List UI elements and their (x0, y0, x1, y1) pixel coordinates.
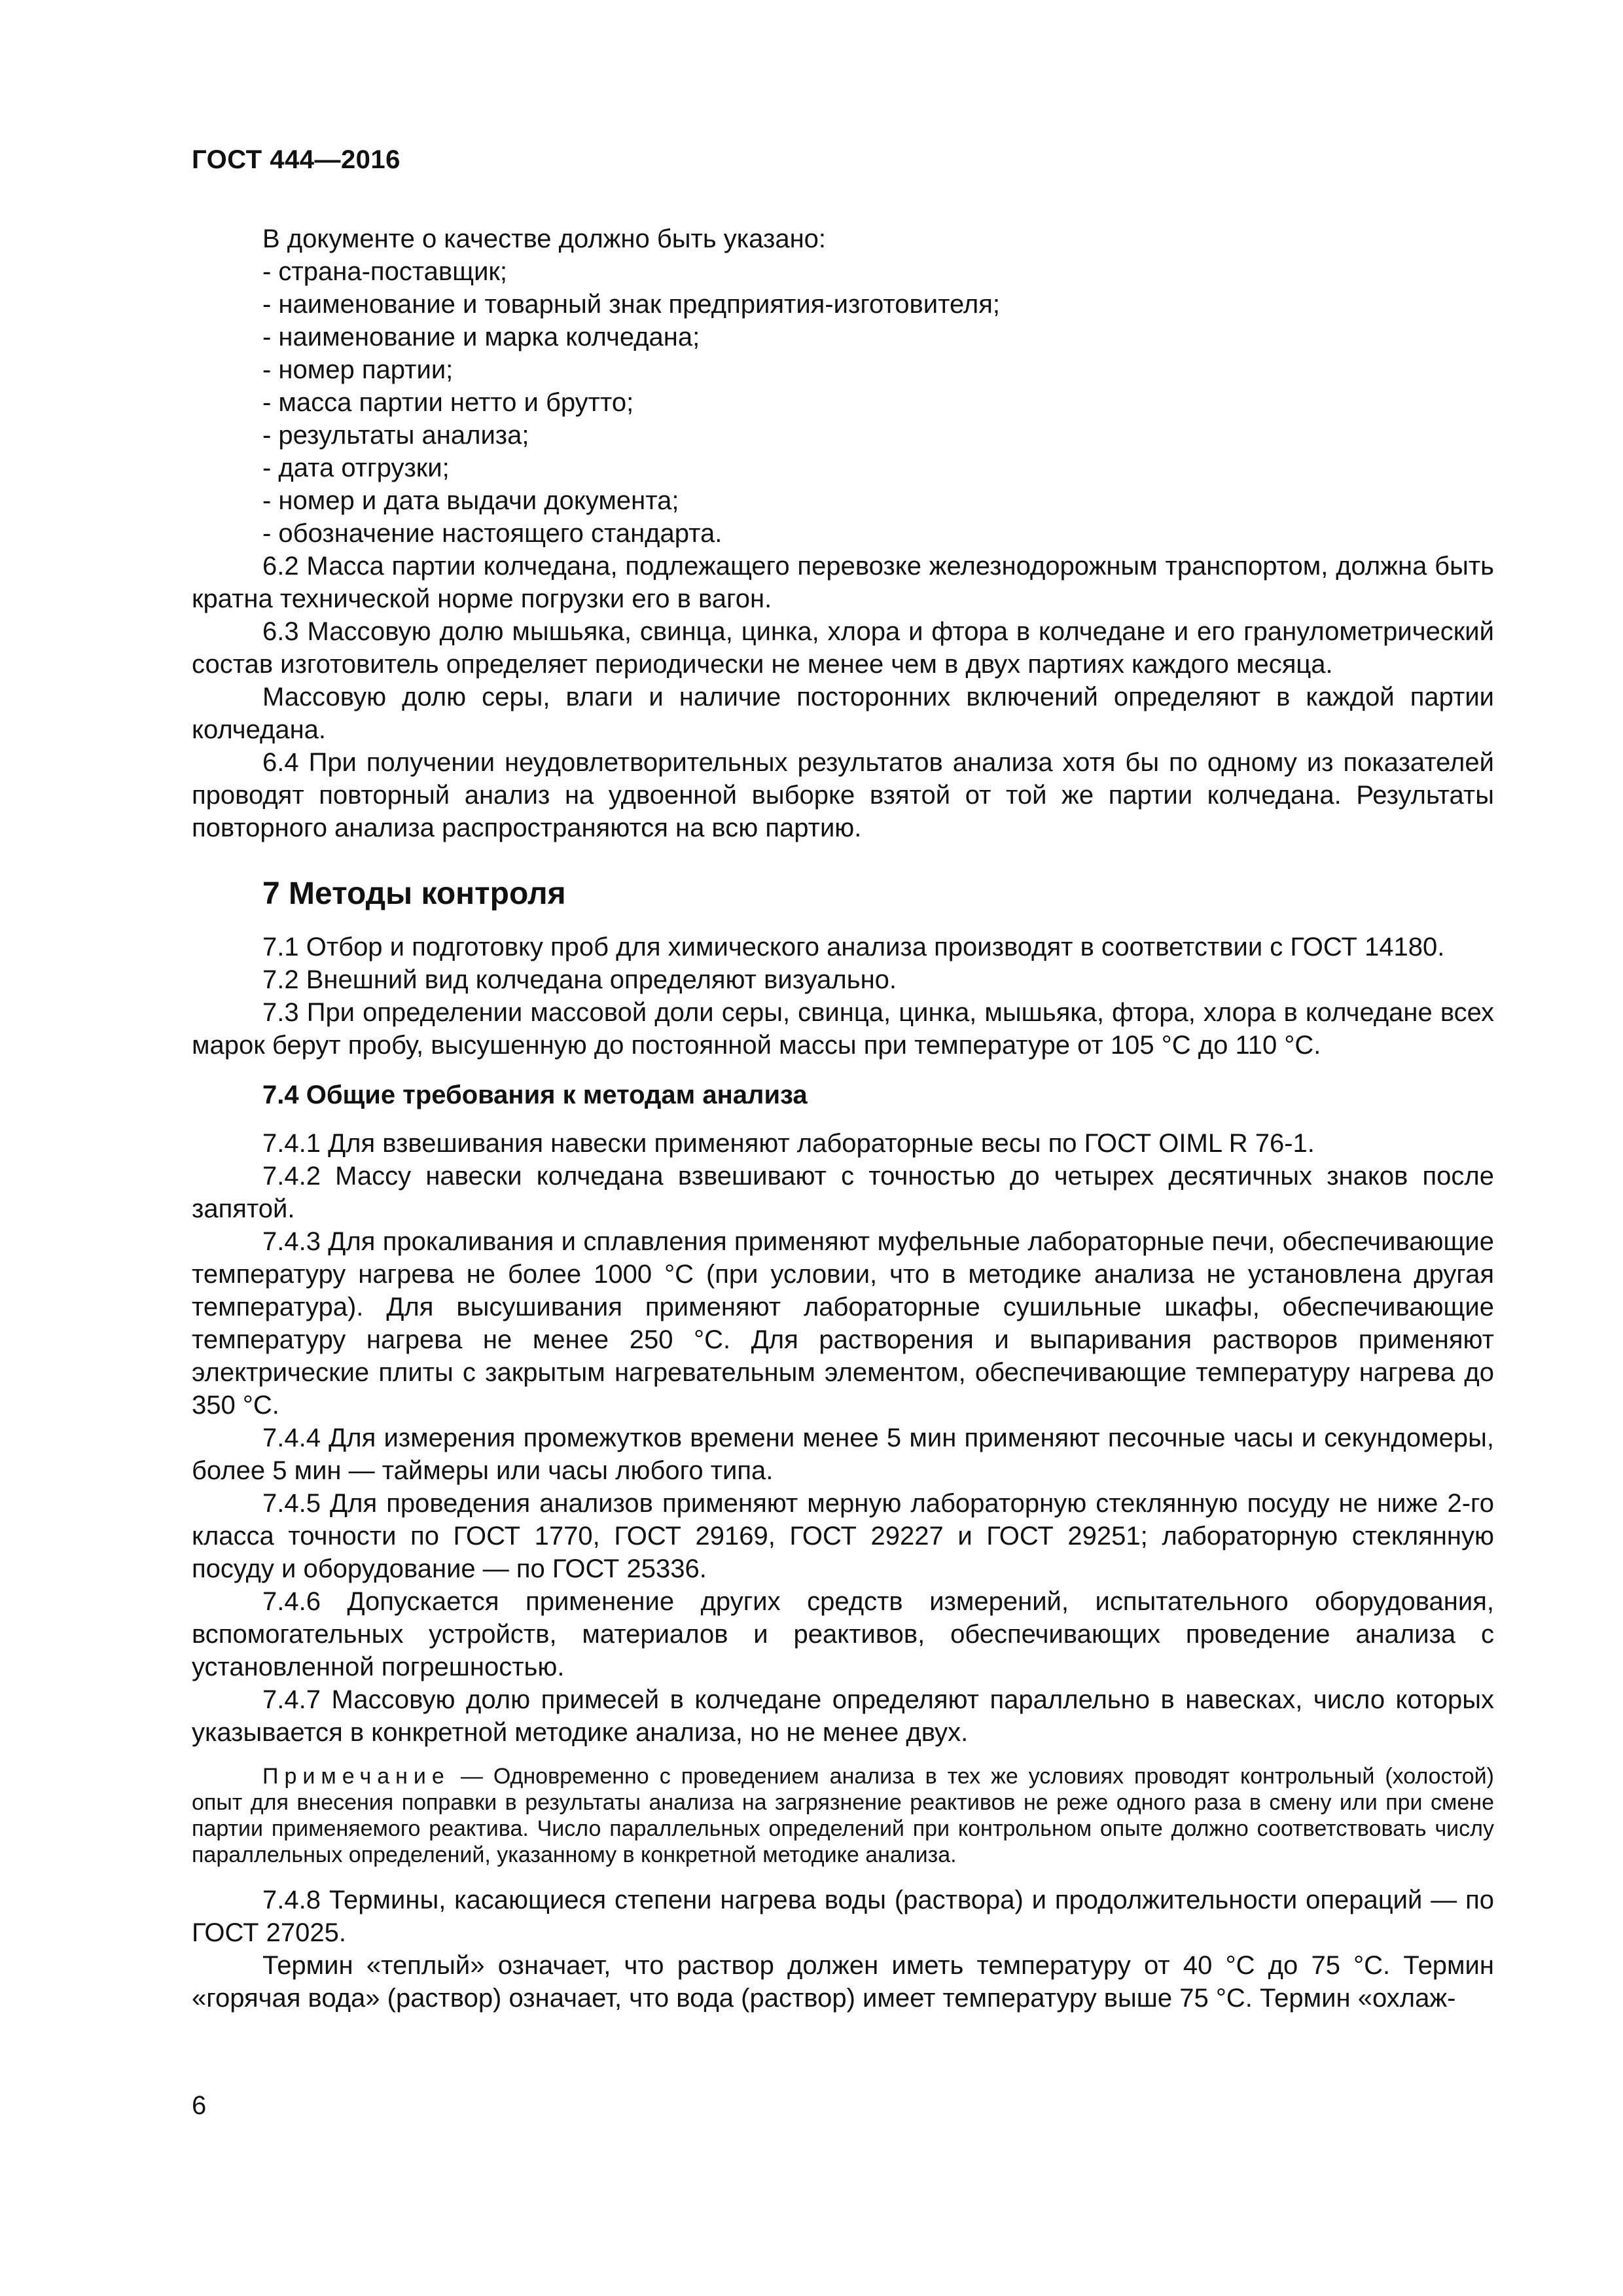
list-item: - дата отгрузки; (262, 454, 450, 482)
paragraph-6-2: 6.2 Масса партии колчедана, подлежащего перевозке железнодорожным транспортом, должна быть кратна технической норме погрузки его в вагон. (192, 552, 1494, 613)
paragraph-6-3-cont: Массовую долю серы, влаги и наличие посторонних включений определяют в каждой партии колчедана. (192, 683, 1494, 744)
list-item: - страна-поставщик; (262, 257, 508, 286)
note-label: Примечание (262, 1764, 450, 1789)
list-item: - масса партии нетто и брутто; (262, 388, 634, 417)
paragraph-6-4: 6.4 При получении неудовлетворительных результатов анализа хотя бы по одному из показателей проводят повторный анализ на удвоенной выборке взятой от той же партии колчедана. Результаты повторного анализа распространяются на всю партию. (192, 748, 1494, 842)
note-block (192, 1763, 1494, 1868)
list-item: - номер партии; (262, 355, 454, 384)
paragraph-7-4-6: 7.4.6 Допускается применение других средств измерений, испытательного оборудования, вспомогательных устройств, материалов и реактивов, обеспечивающих проведение анализа с установленной погрешностью. (192, 1587, 1494, 1681)
list-item: - наименование и товарный знак предприятия-изготовителя; (262, 290, 1001, 319)
paragraph-7-4-5: 7.4.5 Для проведения анализов применяют мерную лабораторную стеклянную посуду не ниже 2-го класса точности по ГОСТ 1770, ГОСТ 29169, ГОСТ 29227 и ГОСТ 29251; лабораторную стеклянную посуду и оборудование — по ГОСТ 25336. (192, 1489, 1494, 1583)
page-body (192, 223, 1494, 2015)
paragraph-7-4-4: 7.4.4 Для измерения промежутков времени менее 5 мин применяют песочные часы и секундомеры, более 5 мин — таймеры или часы любого типа. (192, 1424, 1494, 1485)
paragraph-7-4-8-cont: Термин «теплый» означает, что раствор должен иметь температуру от 40 °С до 75 °С. Термин «горячая вода» (раствор) означает, что вода (раствор) имеет температуру выше 75 °С. Термин «охлаж- (192, 1951, 1494, 2013)
paragraph-7-4-7: 7.4.7 Массовую долю примесей в колчедане определяют параллельно в навесках, число которых указывается в конкретной методике анализа, но не менее двух. (192, 1685, 1494, 1747)
paragraph-6-3: 6.3 Массовую долю мышьяка, свинца, цинка, хлора и фтора в колчедане и его гранулометрический состав изготовитель определяет периодически не менее чем в двух партиях каждого месяца. (192, 617, 1494, 679)
paragraph-7-2: 7.2 Внешний вид колчедана определяют визуально. (262, 965, 897, 994)
paragraph-7-4-1: 7.4.1 Для взвешивания навески применяют лабораторные весы по ГОСТ OIML R 76-1. (262, 1129, 1315, 1158)
list-item: - наименование и марка колчедана; (262, 323, 700, 351)
paragraph-7-1: 7.1 Отбор и подготовку проб для химического анализа производят в соответствии с ГОСТ 14180. (262, 933, 1445, 961)
document-code-header: ГОСТ 444—2016 (192, 145, 401, 174)
paragraph-7-4-3: 7.4.3 Для прокаливания и сплавления применяют муфельные лабораторные печи, обеспечивающие температуру нагрева не более 1000 °С (при условии, что в методике анализа не установлена другая температура). Для высушивания применяют лабораторные сушильные шкафы, обеспечивающие температуру нагрева не менее 250 °С. Для растворения и выпаривания растворов применяют электрические плиты с закрытым нагревательным элементом, обеспечивающие температуру нагрева до 350 °С. (192, 1227, 1494, 1420)
paragraph-7-3: 7.3 При определении массовой доли серы, свинца, цинка, мышьяка, фтора, хлора в колчедане всех марок берут пробу, высушенную до постоянной массы при температуре от 105 °С до 110 °С. (192, 998, 1494, 1060)
section-7-title: 7 Методы контроля (262, 876, 566, 911)
subsection-7-4-title: 7.4 Общие требования к методам анализа (262, 1081, 808, 1109)
paragraph-7-4-8: 7.4.8 Термины, касающиеся степени нагрева воды (раствора) и продолжительности операций — по ГОСТ 27025. (192, 1886, 1494, 1947)
note-text: — Одновременно с проведением анализа в тех же условиях проводят контрольный (холостой) опыт для внесения поправки в результаты анализа на загрязнение реактивов не реже одного раза в смену или при смене партии применяемого реактива. Число параллельных определений при контрольном опыте должно соответствовать числу параллельных определений, указанному в конкретной методике анализа. (192, 1764, 1494, 1867)
list-item: - обозначение настоящего стандарта. (262, 519, 722, 548)
list-item: - результаты анализа; (262, 421, 529, 450)
quality-doc-intro: В документе о качестве должно быть указано: (262, 224, 827, 253)
list-item: - номер и дата выдачи документа; (262, 486, 679, 515)
paragraph-7-4-2: 7.4.2 Массу навески колчедана взвешивают с точностью до четырех десятичных знаков после запятой. (192, 1162, 1494, 1223)
page-number: 6 (192, 2091, 207, 2120)
